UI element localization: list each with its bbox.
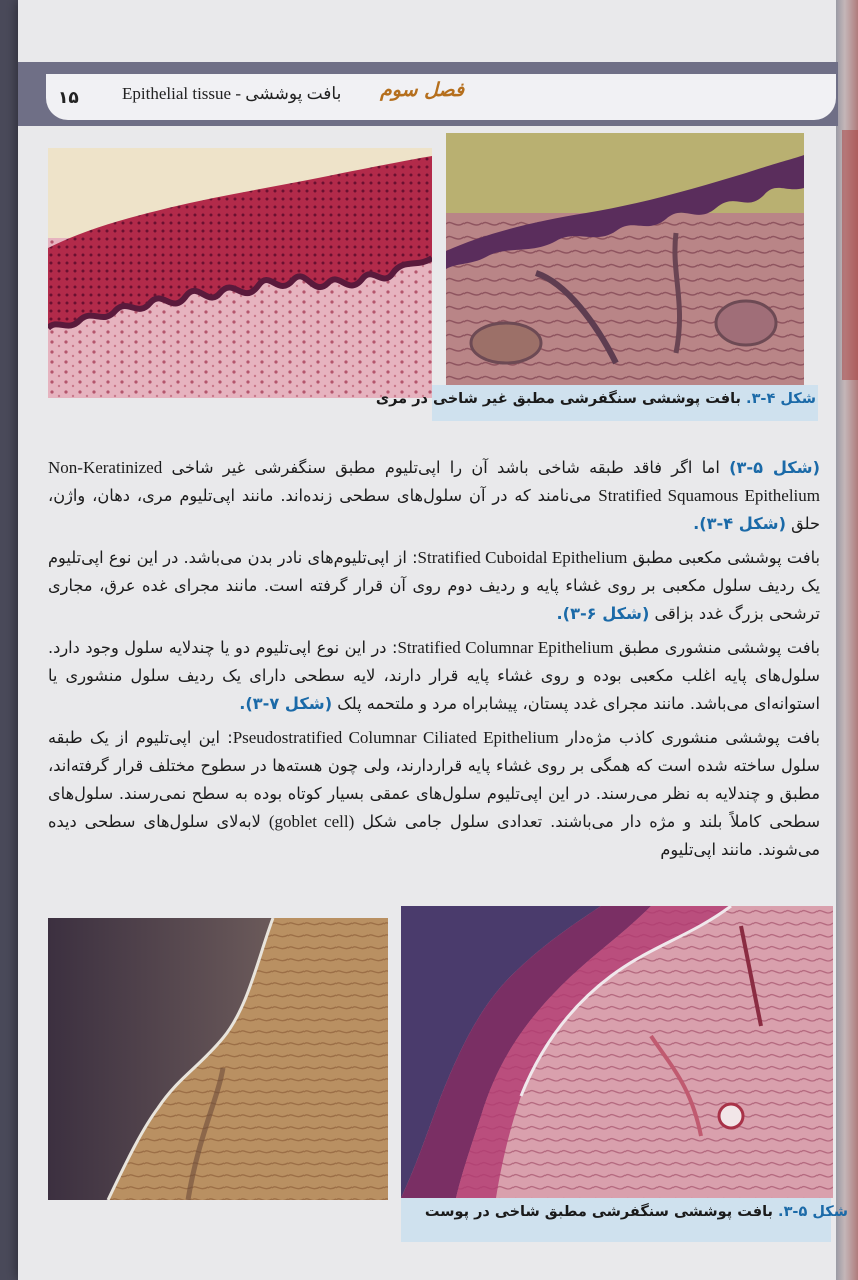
- figure-reference: (شکل ۴-۳).: [693, 514, 786, 533]
- paragraph: [48, 454, 820, 538]
- paragraph-lead: بافت پوششی مکعبی مطبق: [627, 548, 821, 567]
- figure-caption-text: بافت پوششی سنگفرشی مطبق شاخی در پوست: [424, 1204, 773, 1220]
- paragraph-text: : این اپی‌تلیوم از یک طبقه سلول ساخته شده است که همگی بر روی غشاء پایه قراردارند، ولی چون هسته‌ها در سطوح مختلف قرار گرفته‌اند، مطبق و چندلایه به نظر می‌رسند. در این اپی‌تلیوم سلول‌های عمقی بسیار کوتاه بوده به سطح نمی‌رسند. سلول‌های سطحی کاملاً بلند و مژه دار می‌باشند. تعدادی سلول جامی شکل: [48, 728, 821, 831]
- paragraph-text: : از اپی‌تلیوم‌های نادر بدن می‌باشد. در این نوع اپی‌تلیوم یک ردیف سلول مکعبی بر روی غشاء پایه و ردیف دوم روی آن قرار گرفته است. مانند مجرای غده عرق، مجاری ترشحی بزرگ غدد بزاقی: [48, 548, 820, 623]
- figure-caption-text: بافت پوششی سنگفرشی مطبق غیر شاخی در مری: [375, 391, 741, 407]
- body-text: [48, 454, 820, 870]
- figure-reference: (شکل ۶-۳).: [556, 604, 650, 623]
- page-number: ۱۵: [58, 88, 79, 108]
- figure-caption: [376, 391, 816, 407]
- micrograph-esophagus-low-power: [446, 133, 804, 385]
- english-term: Non-Keratinized Stratified Squamous Epithelium: [48, 458, 820, 505]
- paragraph: [48, 724, 820, 864]
- paragraph-text: لابه‌لای سلول‌های سطحی دیده می‌شوند. مانند اپی‌تلیوم: [48, 812, 820, 859]
- chapter-title: فصل سوم: [380, 79, 465, 101]
- figure-caption: [425, 1204, 848, 1220]
- paragraph-text: می‌نامند که در آن سلول‌های سطحی زنده‌اند. مانند اپی‌تلیوم مری، دهان، واژن، حلق: [48, 486, 820, 533]
- figure-reference: (شکل ۷-۳).: [239, 694, 333, 713]
- micrograph-esophagus-high-power: [48, 148, 432, 398]
- paragraph-lead: بافت پوششی منشوری کاذب مژه‌دار: [558, 728, 820, 747]
- paragraph: [48, 634, 820, 718]
- english-term: Pseudostratified Columnar Ciliated Epithelium: [232, 728, 559, 747]
- figure-label: شکل ۵-۳.: [778, 1204, 848, 1220]
- next-page-edge: [842, 130, 858, 380]
- figure-reference: (شکل ۵-۳): [729, 458, 820, 477]
- paragraph-text: : در این نوع اپی‌تلیوم دو یا چندلایه سلول وجود دارد. سلول‌های پایه اغلب مکعبی بوده و روی غشاء پایه قرار دارند، لایه سطحی دارای یک ردیف سلول منشوری یا استوانه‌ای می‌باشد. مانند مجرای غدد پستان، پیشابراه مرد و ملتحمه پلک: [48, 638, 820, 713]
- paragraph-text: اما اگر فاقد طبقه شاخی باشد آن را اپی‌تلیوم مطبق سنگفرشی غیر شاخی: [162, 458, 730, 477]
- micrograph-skin-left: [48, 918, 388, 1200]
- paragraph: [48, 544, 820, 628]
- english-term: (goblet cell): [268, 812, 355, 831]
- running-head: Epithelial tissue - بافت پوششی: [122, 84, 342, 103]
- micrograph-skin-right: [401, 906, 833, 1198]
- figure-label: شکل ۴-۳.: [746, 391, 816, 407]
- english-term: Stratified Cuboidal Epithelium: [417, 548, 628, 567]
- paragraph-lead: بافت پوششی منشوری مطبق: [613, 638, 820, 657]
- english-term: Stratified Columnar Epithelium: [397, 638, 614, 657]
